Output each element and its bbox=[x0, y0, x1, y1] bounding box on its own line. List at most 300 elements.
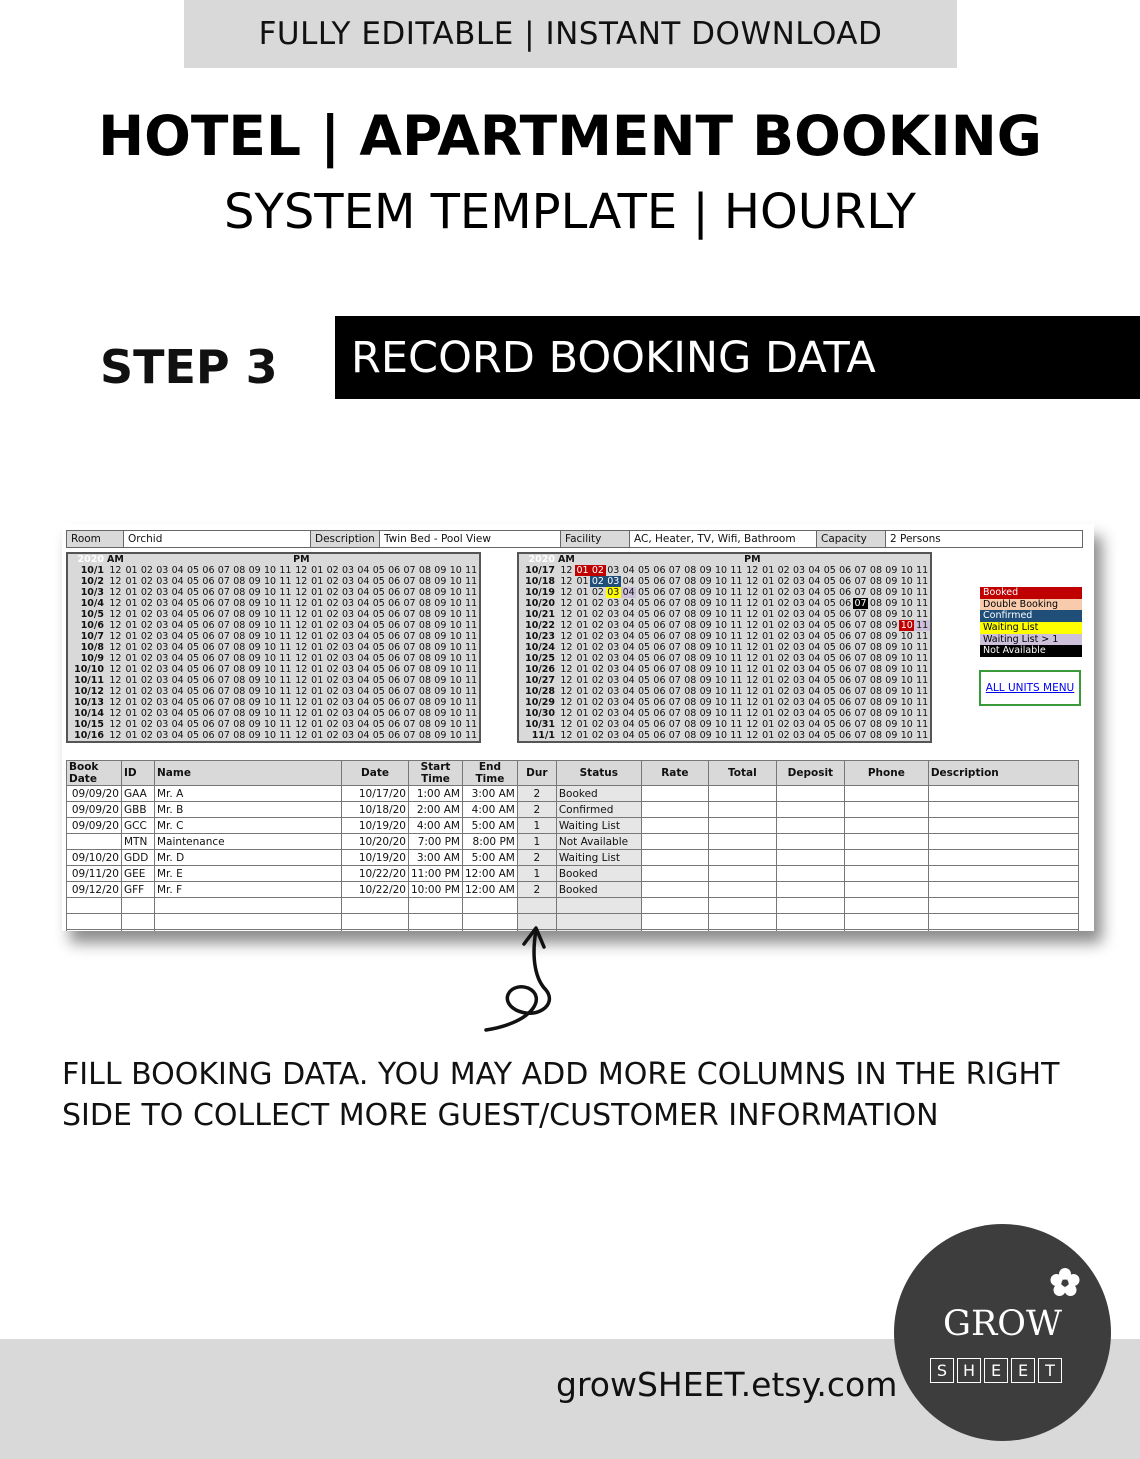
hour-cell[interactable]: 11 bbox=[465, 730, 478, 741]
hour-cell[interactable]: 04 bbox=[171, 664, 184, 675]
hour-cell[interactable]: 02 bbox=[591, 686, 604, 697]
hour-cell[interactable]: 05 bbox=[638, 708, 651, 719]
hour-cell[interactable]: 07 bbox=[403, 719, 416, 730]
hour-cell[interactable]: 09 bbox=[248, 697, 261, 708]
hour-cell[interactable]: 06 bbox=[388, 565, 401, 576]
hour-cell[interactable]: 07 bbox=[668, 697, 681, 708]
hour-cell[interactable]: 10 bbox=[714, 642, 728, 653]
hour-cell[interactable]: 04 bbox=[622, 576, 635, 587]
table-cell[interactable]: 09/09/20 bbox=[67, 802, 122, 818]
hour-cell[interactable]: 02 bbox=[777, 631, 790, 642]
hour-cell[interactable]: 06 bbox=[839, 664, 852, 675]
hour-cell[interactable]: 09 bbox=[699, 598, 712, 609]
table-cell[interactable]: Not Available bbox=[556, 834, 641, 850]
table-cell[interactable] bbox=[342, 898, 409, 914]
table-cell[interactable] bbox=[776, 882, 844, 898]
hour-cell[interactable]: 06 bbox=[653, 708, 666, 719]
hour-cell[interactable]: 10 bbox=[449, 576, 462, 587]
hour-cell[interactable]: 07 bbox=[854, 631, 867, 642]
hour-cell[interactable]: 09 bbox=[699, 587, 712, 598]
hour-cell[interactable]: 04 bbox=[622, 653, 635, 664]
hour-cell[interactable]: 06 bbox=[388, 609, 401, 620]
hour-cell[interactable]: 02 bbox=[140, 675, 153, 686]
hour-cell[interactable]: 04 bbox=[808, 576, 821, 587]
table-cell[interactable]: 1 bbox=[517, 866, 556, 882]
hour-cell[interactable]: 12 bbox=[295, 587, 308, 598]
hour-cell[interactable]: 02 bbox=[326, 576, 339, 587]
hour-cell[interactable]: 02 bbox=[777, 730, 790, 741]
hour-cell[interactable]: 05 bbox=[638, 642, 651, 653]
hour-cell[interactable]: 09 bbox=[885, 664, 898, 675]
hour-cell[interactable]: 01 bbox=[125, 730, 138, 741]
hour-cell[interactable]: 07 bbox=[668, 719, 681, 730]
hour-cell[interactable]: 04 bbox=[808, 609, 821, 620]
hour-cell[interactable]: 07 bbox=[668, 587, 681, 598]
hour-cell[interactable]: 06 bbox=[202, 598, 215, 609]
table-cell[interactable]: Booked bbox=[556, 866, 641, 882]
hour-cell[interactable]: 03 bbox=[341, 686, 355, 697]
hour-cell[interactable]: 01 bbox=[762, 642, 775, 653]
hour-cell[interactable]: 11 bbox=[916, 587, 929, 598]
hour-cell[interactable]: 05 bbox=[187, 565, 200, 576]
hour-cell[interactable]: 05 bbox=[823, 664, 836, 675]
hour-cell[interactable]: 10 bbox=[449, 598, 462, 609]
hour-cell[interactable]: 08 bbox=[869, 653, 882, 664]
description-value[interactable]: Twin Bed - Pool View bbox=[380, 531, 561, 547]
hour-cell[interactable]: 04 bbox=[357, 631, 370, 642]
hour-cell[interactable]: 08 bbox=[684, 675, 697, 686]
hour-cell[interactable]: 11 bbox=[465, 697, 478, 708]
hour-cell[interactable]: 11 bbox=[465, 686, 478, 697]
hour-cell[interactable]: 03 bbox=[792, 587, 806, 598]
hour-cell[interactable]: 09 bbox=[248, 719, 261, 730]
table-cell[interactable]: 5:00 AM bbox=[463, 818, 518, 834]
hour-cell[interactable]: 11 bbox=[279, 565, 292, 576]
hour-cell[interactable]: 07 bbox=[403, 609, 416, 620]
hour-cell[interactable]: 05 bbox=[638, 686, 651, 697]
table-cell[interactable]: 09/12/20 bbox=[67, 882, 122, 898]
hour-cell[interactable]: 04 bbox=[357, 598, 370, 609]
hour-cell[interactable]: 05 bbox=[823, 598, 836, 609]
hour-cell[interactable]: 10 bbox=[714, 664, 728, 675]
hour-cell[interactable]: 10 bbox=[263, 697, 277, 708]
hour-cell[interactable]: 03 bbox=[607, 620, 620, 631]
hour-cell[interactable]: 08 bbox=[869, 587, 882, 598]
hour-cell[interactable]: 09 bbox=[248, 576, 261, 587]
hour-cell[interactable]: 03 bbox=[341, 675, 355, 686]
table-cell[interactable] bbox=[844, 866, 928, 882]
hour-cell[interactable]: 02 bbox=[591, 631, 604, 642]
hour-cell[interactable]: 09 bbox=[248, 642, 261, 653]
table-cell[interactable] bbox=[122, 914, 155, 930]
hour-cell[interactable]: 06 bbox=[202, 587, 215, 598]
hour-cell[interactable]: 04 bbox=[171, 642, 184, 653]
hour-cell[interactable]: 08 bbox=[684, 664, 697, 675]
hour-cell[interactable]: 05 bbox=[638, 653, 651, 664]
hour-cell[interactable]: 12 bbox=[109, 697, 122, 708]
hour-cell[interactable]: 12 bbox=[295, 675, 308, 686]
hour-cell[interactable]: 07 bbox=[217, 653, 230, 664]
hour-cell[interactable]: 09 bbox=[699, 620, 712, 631]
hour-cell[interactable]: 05 bbox=[638, 620, 651, 631]
hour-cell[interactable]: 03 bbox=[341, 620, 355, 631]
table-cell[interactable]: 1 bbox=[517, 834, 556, 850]
hour-cell[interactable]: 01 bbox=[762, 719, 775, 730]
hour-cell[interactable]: 07 bbox=[403, 697, 416, 708]
hour-cell[interactable]: 05 bbox=[187, 697, 200, 708]
hour-cell[interactable]: 09 bbox=[434, 631, 447, 642]
hour-cell[interactable]: 02 bbox=[777, 598, 790, 609]
hour-cell[interactable]: 10 bbox=[263, 675, 277, 686]
facility-value[interactable]: AC, Heater, TV, Wifi, Bathroom bbox=[630, 531, 817, 547]
hour-cell[interactable]: 03 bbox=[156, 686, 169, 697]
table-cell[interactable]: 3:00 AM bbox=[463, 786, 518, 802]
hour-cell[interactable]: 01 bbox=[762, 576, 775, 587]
hour-cell[interactable]: 09 bbox=[699, 708, 712, 719]
hour-cell[interactable]: 11 bbox=[279, 598, 292, 609]
hour-cell[interactable]: 01 bbox=[576, 653, 589, 664]
hour-cell[interactable]: 08 bbox=[233, 730, 246, 741]
hour-cell[interactable]: 12 bbox=[560, 576, 573, 587]
hour-cell[interactable]: 07 bbox=[217, 730, 230, 741]
hour-cell[interactable]: 01 bbox=[762, 675, 775, 686]
hour-cell[interactable]: 07 bbox=[403, 565, 416, 576]
hour-cell[interactable]: 01 bbox=[311, 708, 324, 719]
hour-cell[interactable]: 11 bbox=[465, 675, 478, 686]
hour-cell[interactable]: 06 bbox=[202, 631, 215, 642]
hour-cell[interactable]: 07 bbox=[403, 598, 416, 609]
hour-cell[interactable]: 04 bbox=[622, 642, 635, 653]
hour-cell[interactable]: 11 bbox=[279, 609, 292, 620]
hour-cell[interactable]: 09 bbox=[699, 697, 712, 708]
hour-cell[interactable]: 09 bbox=[434, 642, 447, 653]
table-cell[interactable] bbox=[708, 850, 776, 866]
hour-cell[interactable]: 05 bbox=[372, 565, 385, 576]
hour-cell[interactable]: 12 bbox=[560, 598, 573, 609]
hour-cell[interactable]: 12 bbox=[295, 631, 308, 642]
hour-cell[interactable]: 05 bbox=[823, 620, 836, 631]
table-cell[interactable] bbox=[708, 802, 776, 818]
hour-cell[interactable]: 12 bbox=[746, 675, 759, 686]
hour-cell[interactable]: 02 bbox=[777, 609, 790, 620]
hour-cell[interactable]: 02 bbox=[591, 719, 604, 730]
hour-cell[interactable]: 05 bbox=[823, 653, 836, 664]
hour-cell[interactable]: 09 bbox=[248, 730, 261, 741]
hour-cell[interactable]: 08 bbox=[869, 609, 882, 620]
hour-cell[interactable]: 02 bbox=[777, 664, 790, 675]
hour-cell[interactable]: 02 bbox=[591, 620, 604, 631]
table-cell[interactable]: 10/19/20 bbox=[342, 850, 409, 866]
table-cell[interactable] bbox=[67, 898, 122, 914]
hour-cell[interactable]: 01 bbox=[576, 730, 589, 741]
hour-cell[interactable]: 08 bbox=[684, 653, 697, 664]
hour-cell[interactable]: 04 bbox=[171, 620, 184, 631]
hour-cell[interactable]: 06 bbox=[653, 686, 666, 697]
table-cell[interactable] bbox=[844, 834, 928, 850]
hour-cell[interactable]: 10 bbox=[900, 708, 913, 719]
hour-cell[interactable]: 07 bbox=[217, 708, 230, 719]
hour-cell[interactable]: 07 bbox=[403, 664, 416, 675]
hour-cell[interactable]: 06 bbox=[839, 719, 852, 730]
hour-cell[interactable]: 12 bbox=[560, 631, 573, 642]
hour-cell[interactable]: 01 bbox=[762, 686, 775, 697]
hour-cell[interactable]: 12 bbox=[295, 565, 308, 576]
hour-cell[interactable]: 12 bbox=[560, 708, 573, 719]
hour-cell[interactable]: 05 bbox=[638, 730, 651, 741]
table-cell[interactable] bbox=[155, 930, 342, 932]
table-cell[interactable] bbox=[641, 802, 708, 818]
hour-cell[interactable]: 06 bbox=[388, 664, 401, 675]
hour-cell[interactable]: 10 bbox=[449, 653, 462, 664]
hour-cell[interactable]: 04 bbox=[357, 719, 370, 730]
hour-cell[interactable]: 06 bbox=[653, 587, 666, 598]
hour-cell[interactable]: 08 bbox=[233, 565, 246, 576]
hour-cell[interactable]: 01 bbox=[762, 598, 775, 609]
hour-cell[interactable]: 10 bbox=[714, 609, 728, 620]
hour-cell[interactable]: 11 bbox=[279, 631, 292, 642]
table-cell[interactable]: Mr. D bbox=[155, 850, 342, 866]
hour-cell[interactable]: 12 bbox=[109, 730, 122, 741]
hour-cell[interactable]: 03 bbox=[792, 697, 806, 708]
hour-cell[interactable]: 03 bbox=[607, 587, 620, 598]
hour-cell[interactable]: 06 bbox=[839, 631, 852, 642]
hour-cell[interactable]: 11 bbox=[465, 719, 478, 730]
table-cell[interactable]: 12:00 AM bbox=[463, 882, 518, 898]
hour-cell[interactable]: 08 bbox=[233, 719, 246, 730]
hour-cell[interactable]: 08 bbox=[684, 730, 697, 741]
hour-cell[interactable]: 05 bbox=[823, 675, 836, 686]
hour-cell[interactable]: 11 bbox=[916, 708, 929, 719]
hour-cell[interactable]: 02 bbox=[326, 719, 339, 730]
hour-cell[interactable]: 11 bbox=[730, 598, 743, 609]
hour-cell[interactable]: 09 bbox=[434, 598, 447, 609]
hour-cell[interactable]: 03 bbox=[341, 565, 355, 576]
hour-cell[interactable]: 12 bbox=[295, 686, 308, 697]
hour-cell[interactable]: 08 bbox=[233, 576, 246, 587]
hour-cell[interactable]: 10 bbox=[263, 620, 277, 631]
table-cell[interactable]: Waiting List bbox=[556, 818, 641, 834]
hour-cell[interactable]: 03 bbox=[792, 565, 806, 576]
hour-cell[interactable]: 09 bbox=[434, 675, 447, 686]
hour-cell[interactable]: 04 bbox=[171, 730, 184, 741]
hour-cell[interactable]: 06 bbox=[388, 719, 401, 730]
hour-cell[interactable]: 02 bbox=[326, 598, 339, 609]
hour-cell[interactable]: 08 bbox=[684, 620, 697, 631]
hour-cell[interactable]: 08 bbox=[869, 697, 882, 708]
hour-cell[interactable]: 07 bbox=[668, 609, 681, 620]
hour-cell[interactable]: 08 bbox=[869, 708, 882, 719]
hour-cell[interactable]: 07 bbox=[403, 620, 416, 631]
hour-cell[interactable]: 01 bbox=[762, 609, 775, 620]
hour-cell[interactable]: 05 bbox=[372, 675, 385, 686]
table-cell[interactable] bbox=[517, 898, 556, 914]
hour-cell[interactable]: 06 bbox=[653, 719, 666, 730]
hour-cell[interactable]: 07 bbox=[854, 620, 867, 631]
hour-cell[interactable]: 09 bbox=[885, 653, 898, 664]
hour-cell[interactable]: 03 bbox=[792, 609, 806, 620]
hour-cell[interactable]: 06 bbox=[653, 697, 666, 708]
hour-cell[interactable]: 03 bbox=[156, 576, 169, 587]
hour-cell[interactable]: 11 bbox=[730, 686, 743, 697]
hour-cell[interactable]: 01 bbox=[576, 565, 589, 576]
hour-cell[interactable]: 02 bbox=[591, 675, 604, 686]
hour-cell[interactable]: 04 bbox=[171, 675, 184, 686]
hour-cell[interactable]: 08 bbox=[418, 587, 431, 598]
hour-cell[interactable]: 08 bbox=[233, 653, 246, 664]
hour-cell[interactable]: 12 bbox=[560, 664, 573, 675]
hour-cell[interactable]: 06 bbox=[202, 653, 215, 664]
hour-cell[interactable]: 03 bbox=[792, 576, 806, 587]
hour-cell[interactable]: 09 bbox=[699, 631, 712, 642]
hour-cell[interactable]: 07 bbox=[668, 675, 681, 686]
hour-cell[interactable]: 05 bbox=[638, 565, 651, 576]
hour-cell[interactable]: 11 bbox=[465, 565, 478, 576]
hour-cell[interactable]: 06 bbox=[388, 697, 401, 708]
hour-cell[interactable]: 12 bbox=[746, 631, 759, 642]
hour-cell[interactable]: 03 bbox=[792, 719, 806, 730]
hour-cell[interactable]: 06 bbox=[388, 587, 401, 598]
hour-cell[interactable]: 04 bbox=[171, 565, 184, 576]
hour-cell[interactable]: 01 bbox=[125, 576, 138, 587]
hour-cell[interactable]: 07 bbox=[403, 686, 416, 697]
hour-cell[interactable]: 06 bbox=[653, 664, 666, 675]
hour-cell[interactable]: 08 bbox=[418, 565, 431, 576]
hour-cell[interactable]: 08 bbox=[869, 664, 882, 675]
hour-cell[interactable]: 07 bbox=[217, 565, 230, 576]
hour-cell[interactable]: 06 bbox=[653, 576, 666, 587]
hour-cell[interactable]: 04 bbox=[622, 620, 635, 631]
hour-cell[interactable]: 12 bbox=[295, 653, 308, 664]
hour-cell[interactable]: 05 bbox=[187, 675, 200, 686]
hour-cell[interactable]: 11 bbox=[916, 620, 929, 631]
hour-cell[interactable]: 05 bbox=[372, 697, 385, 708]
hour-cell[interactable]: 01 bbox=[311, 653, 324, 664]
hour-cell[interactable]: 03 bbox=[341, 708, 355, 719]
hour-cell[interactable]: 10 bbox=[449, 565, 462, 576]
hour-cell[interactable]: 12 bbox=[109, 565, 122, 576]
hour-cell[interactable]: 08 bbox=[684, 697, 697, 708]
table-cell[interactable] bbox=[122, 930, 155, 932]
hour-cell[interactable]: 03 bbox=[156, 598, 169, 609]
table-cell[interactable] bbox=[67, 834, 122, 850]
hour-cell[interactable]: 12 bbox=[109, 576, 122, 587]
table-cell[interactable]: 2 bbox=[517, 882, 556, 898]
hour-cell[interactable]: 09 bbox=[434, 730, 447, 741]
hour-cell[interactable]: 06 bbox=[388, 631, 401, 642]
hour-cell[interactable]: 03 bbox=[156, 609, 169, 620]
hour-cell[interactable]: 11 bbox=[465, 642, 478, 653]
capacity-value[interactable]: 2 Persons bbox=[890, 533, 941, 545]
table-cell[interactable] bbox=[928, 818, 1078, 834]
hour-cell[interactable]: 04 bbox=[357, 587, 370, 598]
hour-cell[interactable]: 12 bbox=[746, 730, 759, 741]
hour-cell[interactable]: 10 bbox=[263, 642, 277, 653]
table-cell[interactable] bbox=[928, 882, 1078, 898]
hour-cell[interactable]: 09 bbox=[699, 642, 712, 653]
hour-cell[interactable]: 09 bbox=[248, 598, 261, 609]
hour-cell[interactable]: 02 bbox=[140, 620, 153, 631]
hour-cell[interactable]: 12 bbox=[746, 719, 759, 730]
table-cell[interactable]: 7:00 PM bbox=[409, 834, 463, 850]
hour-cell[interactable]: 02 bbox=[140, 664, 153, 675]
hour-cell[interactable]: 02 bbox=[326, 631, 339, 642]
table-cell[interactable] bbox=[776, 786, 844, 802]
hour-cell[interactable]: 04 bbox=[171, 686, 184, 697]
hour-cell[interactable]: 05 bbox=[823, 565, 836, 576]
hour-cell[interactable]: 07 bbox=[403, 675, 416, 686]
hour-cell[interactable]: 04 bbox=[357, 675, 370, 686]
hour-cell[interactable]: 02 bbox=[777, 708, 790, 719]
hour-cell[interactable]: 03 bbox=[156, 675, 169, 686]
hour-cell[interactable]: 05 bbox=[187, 653, 200, 664]
hour-cell[interactable]: 09 bbox=[434, 686, 447, 697]
hour-cell[interactable]: 10 bbox=[449, 675, 462, 686]
hour-cell[interactable]: 04 bbox=[622, 565, 635, 576]
hour-cell[interactable]: 10 bbox=[449, 708, 462, 719]
table-cell[interactable] bbox=[342, 914, 409, 930]
table-cell[interactable] bbox=[928, 930, 1078, 932]
hour-cell[interactable]: 12 bbox=[746, 697, 759, 708]
table-cell[interactable] bbox=[556, 898, 641, 914]
hour-cell[interactable]: 01 bbox=[125, 708, 138, 719]
hour-cell[interactable]: 04 bbox=[808, 675, 821, 686]
hour-cell[interactable]: 12 bbox=[295, 664, 308, 675]
hour-cell[interactable]: 01 bbox=[125, 642, 138, 653]
hour-cell[interactable]: 02 bbox=[591, 609, 604, 620]
table-cell[interactable]: 10:00 PM bbox=[409, 882, 463, 898]
hour-cell[interactable]: 11 bbox=[465, 609, 478, 620]
hour-cell[interactable]: 05 bbox=[823, 697, 836, 708]
hour-cell[interactable]: 01 bbox=[576, 686, 589, 697]
hour-cell[interactable]: 04 bbox=[808, 708, 821, 719]
hour-cell[interactable]: 01 bbox=[576, 631, 589, 642]
table-cell[interactable]: 1:00 AM bbox=[409, 786, 463, 802]
hour-cell[interactable]: 05 bbox=[638, 576, 651, 587]
hour-cell[interactable]: 10 bbox=[263, 587, 277, 598]
hour-cell[interactable]: 06 bbox=[653, 565, 666, 576]
hour-cell[interactable]: 10 bbox=[900, 609, 913, 620]
hour-cell[interactable]: 03 bbox=[341, 642, 355, 653]
hour-cell[interactable]: 08 bbox=[684, 609, 697, 620]
hour-cell[interactable]: 12 bbox=[295, 609, 308, 620]
hour-cell[interactable]: 11 bbox=[730, 664, 743, 675]
hour-cell[interactable]: 02 bbox=[140, 708, 153, 719]
hour-cell[interactable]: 09 bbox=[248, 609, 261, 620]
hour-cell[interactable]: 01 bbox=[311, 686, 324, 697]
hour-cell[interactable]: 09 bbox=[885, 708, 898, 719]
table-cell[interactable]: 09/11/20 bbox=[67, 866, 122, 882]
hour-cell[interactable]: 04 bbox=[622, 686, 635, 697]
hour-cell[interactable]: 09 bbox=[248, 565, 261, 576]
table-cell[interactable]: GDD bbox=[122, 850, 155, 866]
hour-cell[interactable]: 03 bbox=[341, 576, 355, 587]
hour-cell[interactable]: 05 bbox=[823, 642, 836, 653]
hour-cell[interactable]: 03 bbox=[156, 719, 169, 730]
hour-cell[interactable]: 03 bbox=[341, 609, 355, 620]
hour-cell[interactable]: 11 bbox=[730, 697, 743, 708]
hour-cell[interactable]: 04 bbox=[357, 730, 370, 741]
hour-cell[interactable]: 03 bbox=[156, 565, 169, 576]
hour-cell[interactable]: 06 bbox=[388, 576, 401, 587]
hour-cell[interactable]: 11 bbox=[279, 708, 292, 719]
hour-cell[interactable]: 09 bbox=[885, 675, 898, 686]
hour-cell[interactable]: 11 bbox=[730, 587, 743, 598]
hour-cell[interactable]: 10 bbox=[900, 664, 913, 675]
hour-cell[interactable]: 06 bbox=[202, 675, 215, 686]
hour-cell[interactable]: 12 bbox=[109, 719, 122, 730]
hour-cell[interactable]: 03 bbox=[607, 708, 620, 719]
table-cell[interactable] bbox=[342, 930, 409, 932]
